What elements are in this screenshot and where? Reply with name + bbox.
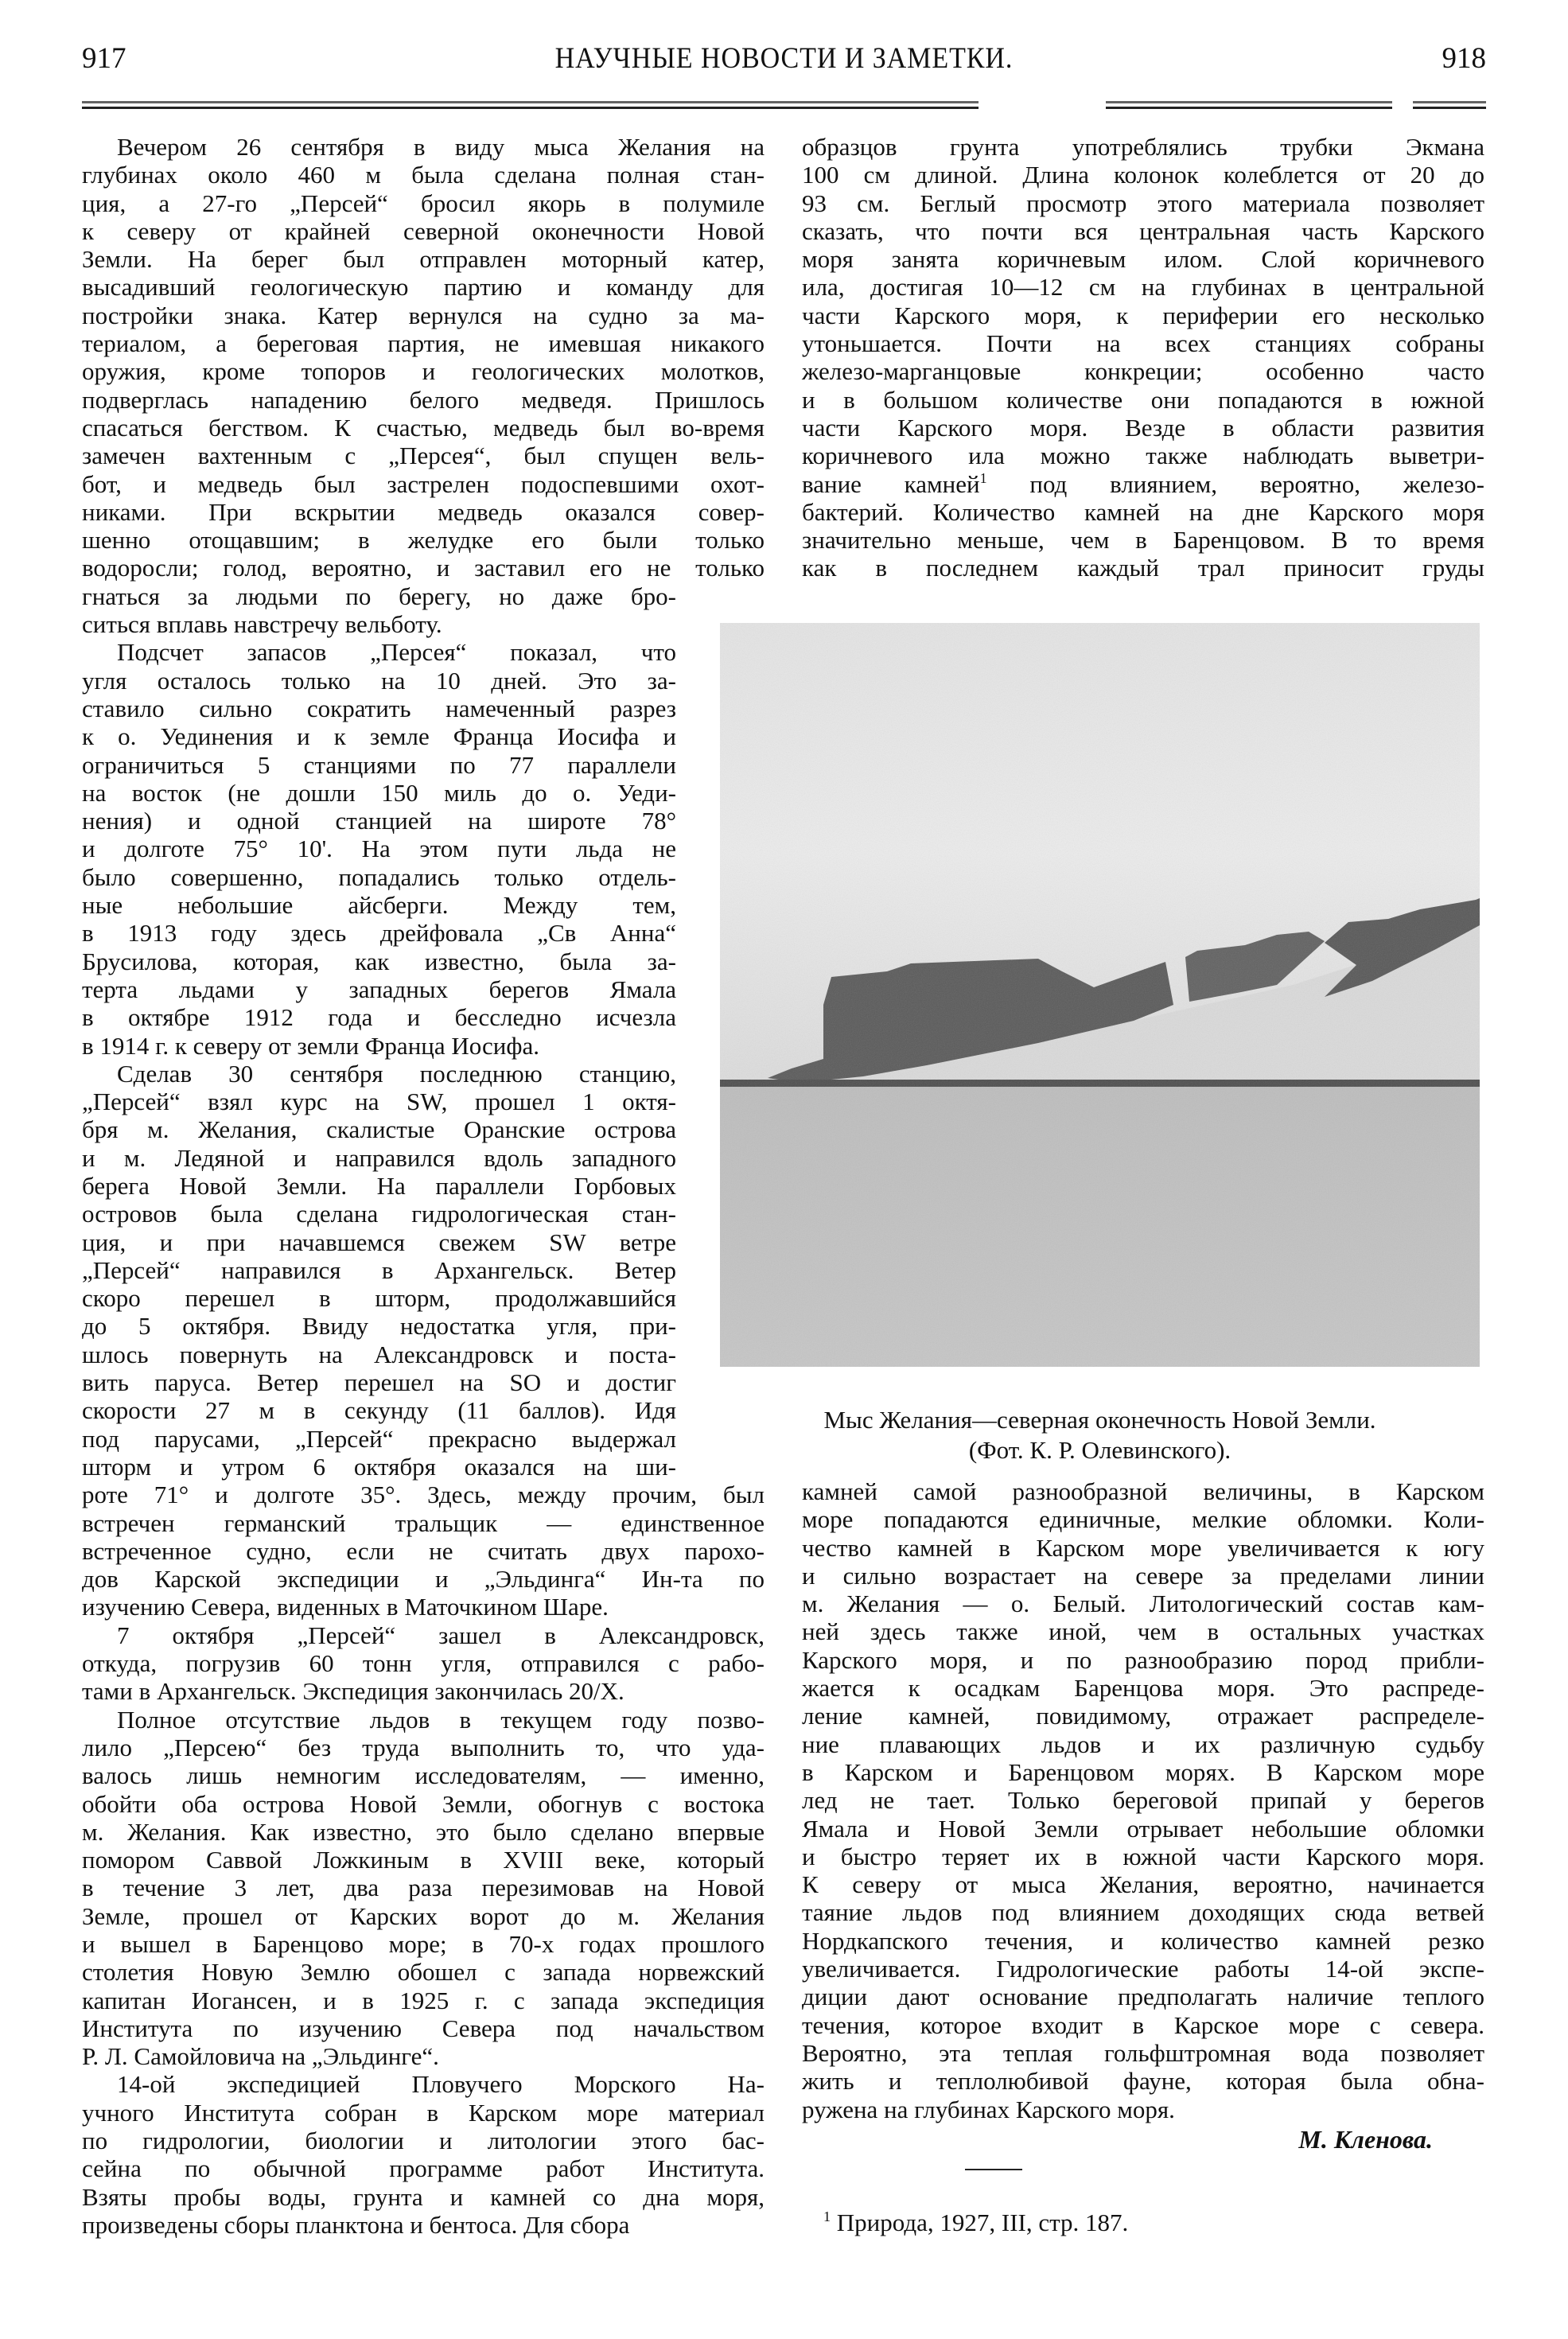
text-line: нения) и одной станцией на широте 78°: [82, 807, 676, 835]
text-line: камней самой разнообразной величины, в Карском: [802, 1477, 1484, 1505]
text-line: части Карского моря, к периферии его несколько: [802, 301, 1484, 329]
text-line: диции дают основание предполагать наличие теплого: [802, 1983, 1484, 2011]
text-line: бактерий. Количество камней на дне Карского моря: [802, 497, 1484, 526]
text-line: обойти оба острова Новой Земли, обогнув с востока: [82, 1789, 765, 1818]
text-line: Нордкапского течения, и количество камней резко: [802, 1926, 1484, 1955]
text-line: в течение 3 лет, два раза перезимовав на Новой: [82, 1874, 765, 1902]
text-line: Полное отсутствие льдов в текущем году позво-: [117, 1705, 765, 1734]
text-line: шторм и утром 6 октября оказался на ши-: [82, 1452, 676, 1481]
right-column-bottom-text: [802, 1477, 1484, 2123]
caption-credit: (Фот. К. Р. Олевинского).: [968, 1436, 1231, 1464]
footnote-text: Природа, 1927, III, стр. 187.: [836, 2209, 1129, 2236]
header-rule-gap: [1392, 99, 1413, 111]
text-line: в октябре 1912 года и бесследно исчезла: [82, 1003, 676, 1032]
text-line: териалом, а береговая партия, не имевшая никакого: [82, 329, 765, 358]
text-line: шлось повернуть на Александровск и поста-: [82, 1340, 676, 1368]
text-line: и долготе 75° 10'. На этом пути льда не: [82, 835, 676, 863]
text-line: бря м. Желания, скалистые Оранские острова: [82, 1115, 676, 1144]
text-line: было совершенно, попадались только отдель-: [82, 862, 676, 891]
text-line: глубинах около 460 м была сделана полная стан-: [82, 161, 765, 189]
text-line: угля осталось только на 10 дней. Это за-: [82, 666, 676, 695]
right-column-top-text: [802, 133, 1484, 582]
text-line: помором Саввой Ложкиным в XVIII веке, который: [82, 1846, 765, 1874]
text-line: Подсчет запасов „Персея“ показал, что: [117, 638, 676, 667]
text-line: встречен германский тральщик — единственное: [82, 1508, 765, 1537]
text-line: море попадаются единичные, мелкие обломки. Коли-: [802, 1505, 1484, 1534]
text-line: шенно отощавшим; в желудке его были только: [82, 526, 765, 555]
text-line: 93 см. Беглый просмотр этого материала позволяет: [802, 189, 1484, 217]
text-line: как в последнем каждый трал приносит груды: [802, 554, 1484, 582]
text-line: замечен вахтенным с „Персея“, был спущен вель-: [82, 442, 765, 470]
text-line: жить и теплолюбивой фауне, которая была обна-: [802, 2067, 1484, 2096]
text-line: вить паруса. Ветер перешел на SO и достиг: [82, 1368, 676, 1397]
caption-title: Мыс Желания—северная оконечность Новой Земли.: [823, 1406, 1376, 1434]
text-line: ние плавающих льдов и их различную судьбу: [802, 1730, 1484, 1758]
text-line: тами в Архангельск. Экспедиция закончилась 20/X.: [82, 1677, 624, 1706]
text-line: „Персей“ взял курс на SW, прошел 1 октя-: [82, 1088, 676, 1116]
text-line: Вечером 26 сентября в виду мыса Желания на: [117, 133, 765, 161]
page-number-left: 917: [82, 42, 126, 75]
text-line: и быстро теряет их в южной части Карского моря.: [802, 1842, 1484, 1870]
section-divider: [965, 2169, 1022, 2170]
text-line: образцов грунта употреблялись трубки Экмана: [802, 133, 1484, 161]
text-line: спасаться бегством. К счастью, медведь был во-время: [82, 413, 765, 442]
running-header-title: НАУЧНЫЕ НОВОСТИ И ЗАМЕТКИ.: [554, 42, 1014, 75]
text-line: Взяты пробы воды, грунта и камней со дна моря,: [82, 2182, 765, 2211]
text-line: по гидрологии, биологии и литологии этого бас-: [82, 2127, 765, 2155]
text-line: К северу от мыса Желания, вероятно, начинается: [802, 1870, 1484, 1899]
text-line: „Персей“ направился в Архангельск. Ветер: [82, 1255, 676, 1284]
text-line: валось лишь немногим исследователям, — именно,: [82, 1761, 765, 1790]
text-line: высадивший геологическую партию и команду для: [82, 273, 765, 302]
text-line: встреченное судно, если не считать двух парохо-: [82, 1536, 765, 1565]
text-line: Брусилова, которая, как известно, была за-: [82, 947, 676, 975]
text-line: и сильно возрастает на севере за пределами линии: [802, 1561, 1484, 1590]
text-line: увеличивается. Гидрологические работы 14-ой экспе-: [802, 1955, 1484, 1983]
text-line: бот, и медведь был застрелен подоспевшими охот-: [82, 469, 765, 498]
text-line: Сделав 30 сентября последнюю станцию,: [117, 1059, 676, 1088]
text-line: ция, а 27-го „Персей“ бросил якорь в полумиле: [82, 189, 765, 217]
text-line: ление камней, повидимому, отражает распределе-: [802, 1702, 1484, 1730]
text-line: 7 октября „Персей“ зашел в Александровск,: [117, 1621, 765, 1649]
text-fragment: вание камней: [802, 469, 980, 498]
text-line: берега Новой Земли. На параллели Горбовых: [82, 1171, 676, 1200]
text-line: лило „Персею“ без труда выполнить то, что уда-: [82, 1733, 765, 1761]
text-fragment: под влиянием, вероятно, железо-: [1029, 469, 1484, 498]
text-line: водоросли; голод, вероятно, и заставил его не только: [82, 554, 765, 582]
text-line: к о. Уединения и к земле Франца Иосифа и: [82, 722, 676, 751]
footnote-mark: 1: [823, 2209, 831, 2224]
text-line: Карского моря, и по разнообразию пород прибли-: [802, 1645, 1484, 1674]
text-line: Ямала и Новой Земли отрывает небольшие обломки: [802, 1814, 1484, 1843]
landscape-image-icon: [720, 623, 1480, 1367]
text-line: ограничиться 5 станциями по 77 параллели: [82, 750, 676, 779]
text-line: Института по изучению Севера под начальством: [82, 2014, 765, 2042]
text-line: таяние льдов под влиянием доходящих сюда ветвей: [802, 1898, 1484, 1927]
text-line: моря занята коричневым илом. Слой коричневого: [802, 245, 1484, 274]
text-line: течения, которое входит в Карское море с севера.: [802, 2010, 1484, 2039]
text-line: сейна по обычной программе работ Института.: [82, 2154, 765, 2183]
header-rule-bottom: [82, 107, 1486, 109]
page-number-right: 918: [1442, 42, 1486, 75]
text-line: на восток (не дошли 150 миль до о. Уеди-: [82, 778, 676, 807]
text-line: части Карского моря. Везде в области развития: [802, 413, 1484, 442]
text-line: скоро перешел в шторм, продолжавшийся: [82, 1284, 676, 1313]
text-line: и вышел в Баренцово море; в 70-х годах прошлого: [82, 1930, 765, 1958]
footnote-reference: 1: [979, 469, 987, 486]
text-line: утоньшается. Почти на всех станциях собраны: [802, 329, 1484, 358]
text-line: железо-марганцовые конкреции; особенно часто: [802, 357, 1484, 386]
text-line: произведены сборы планктона и бентоса. Для сбора: [82, 2210, 630, 2239]
text-line: постройки знака. Катер вернулся на судно за ма-: [82, 301, 765, 329]
text-line: ила, достигая 10—12 см на глубинах в центральной: [802, 273, 1484, 302]
text-line: м. Желания — о. Белый. Литологический состав кам-: [802, 1590, 1484, 1618]
text-line: роте 71° и долготе 35°. Здесь, между прочим, был: [82, 1481, 765, 1509]
text-line: Земле, прошел от Карских ворот до м. Желания: [82, 1901, 765, 1930]
text-line: ней здесь также иной, чем в остальных участках: [802, 1617, 1484, 1646]
header-rule-gap: [979, 99, 1106, 111]
text-line: ружена на глубинах Карского моря.: [802, 2095, 1175, 2123]
text-line: лед не тает. Только береговой припай у берегов: [802, 1786, 1484, 1815]
text-line: и м. Ледяной и направился вдоль западного: [82, 1143, 676, 1172]
text-line: и в большом количестве они попадаются в южной: [802, 385, 1484, 414]
text-line: м. Желания. Как известно, это было сделано впервые: [82, 1817, 765, 1846]
text-line: [802, 470, 1484, 498]
text-line: жается к осадкам Баренцова моря. Это распреде-: [802, 1674, 1484, 1703]
text-line: в 1914 г. к северу от земли Франца Иосифа.: [82, 1031, 539, 1060]
text-line: чество камней в Карском море увеличивается к югу: [802, 1533, 1484, 1562]
footnote: [823, 2208, 1128, 2238]
text-line: коричневого ила можно также наблюдать выветри-: [802, 442, 1484, 470]
text-line: дов Карской экспедиции и „Эльдинга“ Ин-та по: [82, 1565, 765, 1594]
text-line: изучению Севера, виденных в Маточкином Шаре.: [82, 1593, 609, 1621]
text-line: гнаться за людьми по берегу, но даже бро-: [82, 582, 676, 610]
text-line: 14-ой экспедицией Пловучего Морского На-: [117, 2070, 765, 2099]
text-line: оружия, кроме топоров и геологических молотков,: [82, 357, 765, 386]
text-line: ные небольшие айсберги. Между тем,: [82, 891, 676, 920]
text-line: капитан Иогансен, и в 1925 г. с запада экспедиция: [82, 1986, 765, 2014]
text-line: значительно меньше, чем в Баренцовом. В то время: [802, 526, 1484, 555]
text-line: Р. Л. Самойловича на „Эльдинге“.: [82, 2042, 439, 2071]
text-line: терта льдами у западных берегов Ямала: [82, 975, 676, 1003]
text-line: островов была сделана гидрологическая стан-: [82, 1200, 676, 1228]
text-line: ситься вплавь навстречу вельботу.: [82, 610, 442, 639]
text-line: в Карском и Баренцовом морях. В Карском море: [802, 1757, 1484, 1786]
text-line: сказать, что почти вся центральная часть Карского: [802, 216, 1484, 245]
text-line: ция, и при начавшемся свежем SW ветре: [82, 1228, 676, 1256]
text-line: столетия Новую Землю обошел с запада норвежский: [82, 1958, 765, 1987]
left-column-text: [82, 133, 765, 2239]
text-line: скорости 27 м в секунду (11 баллов). Идя: [82, 1396, 676, 1425]
text-line: Вероятно, эта теплая гольфштромная вода позволяет: [802, 2038, 1484, 2067]
text-line: к северу от крайней северной оконечности Новой: [82, 216, 765, 245]
text-line: откуда, погрузив 60 тонн угля, отправился с рабо-: [82, 1649, 765, 1678]
text-line: до 5 октября. Ввиду недостатка угля, при-: [82, 1312, 676, 1341]
text-line: в 1913 году здесь дрейфовала „Св Анна“: [82, 919, 676, 948]
text-line: подверглась нападению белого медведя. Пришлось: [82, 385, 765, 414]
text-line: под парусами, „Персей“ прекрасно выдержал: [82, 1424, 676, 1453]
text-line: 100 см длиной. Длина колонок колеблется от 20 до: [802, 161, 1484, 189]
text-line: учного Института собран в Карском море материал: [82, 2098, 765, 2127]
photo-cape-zhelaniya: [720, 623, 1480, 1367]
author-signature: М. Кленова.: [1298, 2125, 1433, 2154]
text-line: никами. При вскрытии медведь оказался совер-: [82, 497, 765, 526]
header-rule-top: [82, 101, 1486, 103]
text-line: ставило сильно сократить намеченный разрез: [82, 694, 676, 722]
text-line: Земли. На берег был отправлен моторный катер,: [82, 245, 765, 274]
figure-caption: [720, 1405, 1480, 1465]
